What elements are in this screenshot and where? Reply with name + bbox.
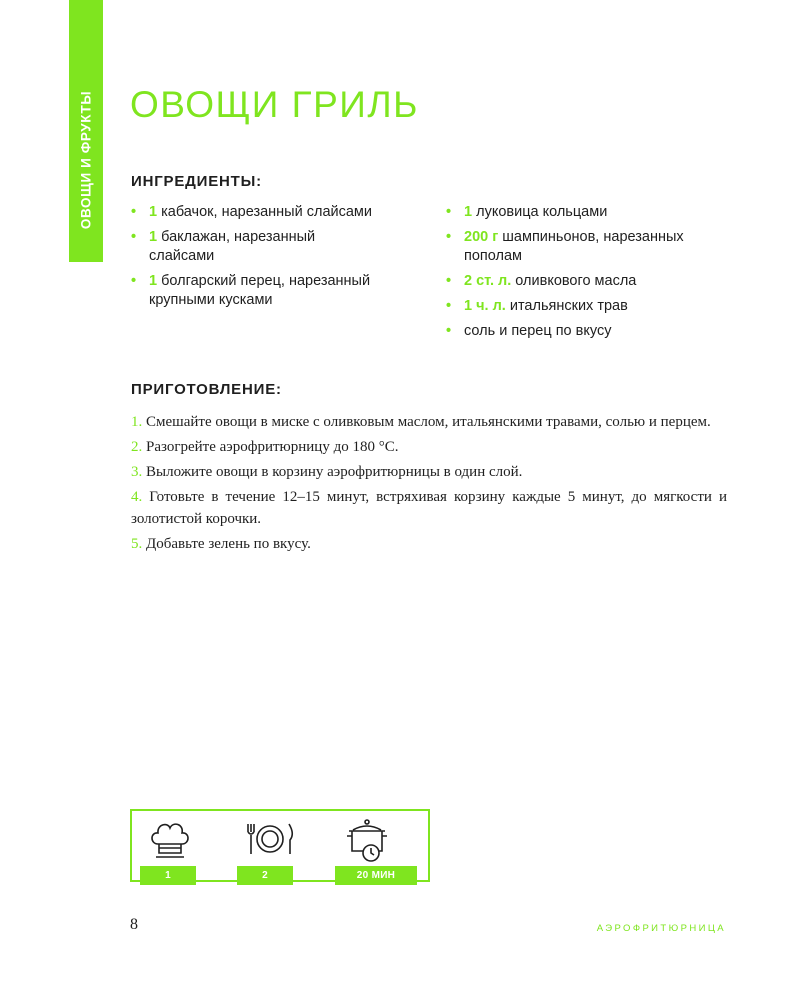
ingredient-text: шампиньонов, нарезанных пополам	[464, 229, 684, 264]
step-text: Разогрейте аэрофритюрницу до 180 °C.	[142, 439, 399, 455]
recipe-title: ОВОЩИ ГРИЛЬ	[130, 84, 419, 125]
ingredient-qty: 1	[464, 204, 473, 220]
ingredient-item	[446, 228, 716, 266]
step-number: 2.	[131, 439, 143, 455]
ingredient-item	[446, 203, 716, 222]
step-text: Выложите овощи в корзину аэрофритюрницы в один слой.	[142, 464, 523, 480]
ingredient-item	[446, 322, 716, 341]
ingredient-text: оливкового масла	[511, 273, 637, 289]
portions-label: 2	[237, 866, 293, 885]
plate-cutlery-icon	[243, 818, 297, 862]
ingredient-qty: 1	[149, 229, 158, 245]
ingredient-text: соль и перец по вкусу	[464, 323, 612, 339]
ingredient-item	[131, 228, 381, 266]
step-item	[131, 533, 727, 555]
step-text: Смешайте овощи в миске с оливковым маслом, итальянскими травами, солью и перцем.	[142, 414, 711, 430]
ingredient-text: луковица кольцами	[472, 204, 608, 220]
ingredient-item	[131, 203, 381, 222]
step-item	[131, 411, 727, 433]
side-tab	[69, 0, 103, 262]
chef-hat-icon	[146, 818, 194, 862]
pot-timer-icon	[341, 818, 397, 864]
time-label: 20 МИН	[335, 866, 417, 885]
step-item	[131, 461, 727, 483]
ingredients-heading: ИНГРЕДИЕНТЫ:	[131, 173, 262, 190]
ingredient-text: кабачок, нарезанный слайсами	[157, 204, 372, 220]
page-number: 8	[130, 916, 138, 933]
ingredient-item	[446, 297, 716, 316]
step-item	[131, 436, 727, 458]
step-number: 3.	[131, 464, 143, 480]
preparation-heading: ПРИГОТОВЛЕНИЕ:	[131, 381, 282, 398]
step-item	[131, 486, 727, 530]
ingredient-text: итальянских трав	[505, 298, 628, 314]
ingredient-text: баклажан, нарезанный слайсами	[149, 229, 316, 264]
ingredients-list-left	[131, 203, 381, 316]
step-number: 5.	[131, 536, 143, 552]
step-number: 4.	[131, 489, 143, 505]
ingredient-qty: 1 ч. л.	[464, 298, 506, 314]
preparation-steps	[131, 411, 727, 558]
ingredient-item	[131, 272, 381, 310]
ingredients-list-right	[446, 203, 716, 347]
ingredient-item	[446, 272, 716, 291]
recipe-info-box	[130, 809, 430, 882]
ingredient-qty: 200 г	[464, 229, 499, 245]
step-number: 1.	[131, 414, 143, 430]
ingredient-text: болгарский перец, нарезанный крупными кусками	[149, 273, 371, 308]
step-text: Готовьте в течение 12–15 минут, встряхивая корзину каждые 5 минут, до мягкости и золотистой корочки.	[131, 489, 727, 527]
side-tab-label: ОВОЩИ И ФРУКТЫ	[78, 90, 94, 230]
step-text: Добавьте зелень по вкусу.	[142, 536, 311, 552]
ingredient-qty: 1	[149, 204, 158, 220]
servings-label: 1	[140, 866, 196, 885]
ingredient-qty: 1	[149, 273, 158, 289]
ingredient-qty: 2 ст. л.	[464, 273, 512, 289]
running-head: АЭРОФРИТЮРНИЦА	[596, 923, 726, 934]
